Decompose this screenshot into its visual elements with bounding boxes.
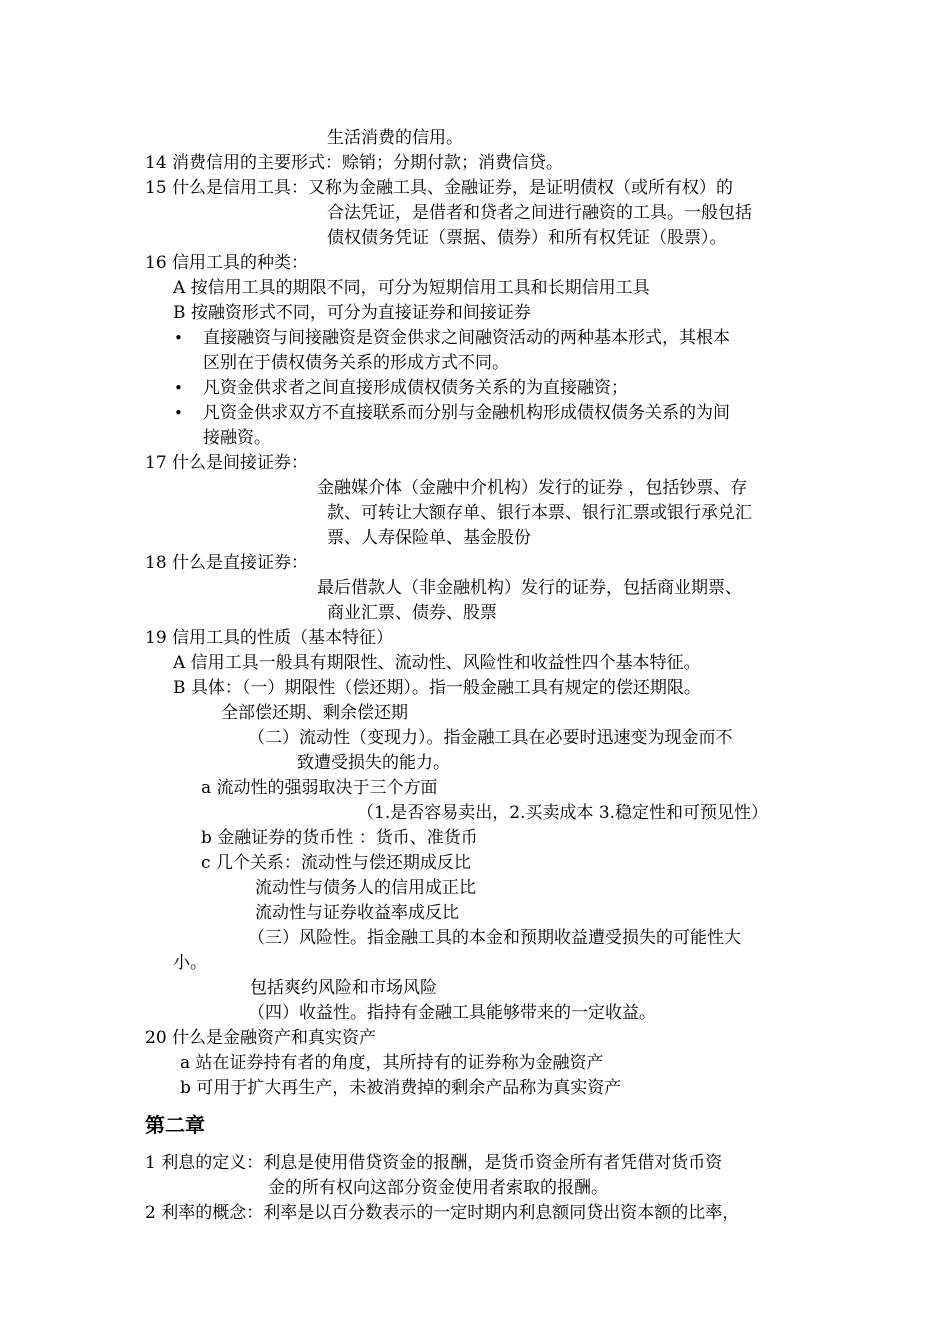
ch2-item-2-line1: 2 利率的概念：利率是以百分数表示的一定时期内利息额同贷出资本额的比率， <box>145 1203 740 1223</box>
item-18-line1: 最后借款人（非金融机构）发行的证券，包括商业期票、 <box>317 578 742 598</box>
item-19-two-c3: 流动性与证券收益率成反比 <box>255 903 459 923</box>
ch2-item-1-line1: 1 利息的定义：利息是使用借贷资金的报酬，是货币资金所有者凭借对货币资 <box>145 1153 723 1173</box>
item-19-a: A 信用工具一般具有期限性、流动性、风险性和收益性四个基本特征。 <box>173 653 701 673</box>
item-19-two-c: c 几个关系：流动性与偿还期成反比 <box>201 853 471 873</box>
item-13-tail: 生活消费的信用。 <box>327 128 463 148</box>
item-19-b: B 具体：（一）期限性（偿还期）。指一般金融工具有规定的偿还期限。 <box>173 678 701 698</box>
chapter-2-heading: 第二章 <box>145 1113 205 1137</box>
item-16-b: B 按融资形式不同，可分为直接证券和间接证券 <box>173 303 531 323</box>
bullet-mark: • <box>174 379 183 397</box>
item-16-a: A 按信用工具的期限不同，可分为短期信用工具和长期信用工具 <box>173 278 650 298</box>
item-19-two-a: a 流动性的强弱取决于三个方面 <box>201 778 438 798</box>
item-20-a: a 站在证券持有者的角度，其所持有的证券称为金融资产 <box>180 1053 604 1073</box>
item-14: 14 消费信用的主要形式：赊销；分期付款；消费信贷。 <box>145 153 564 173</box>
item-20-b: b 可用于扩大再生产，未被消费掉的剩余产品称为真实资产 <box>180 1078 622 1098</box>
item-19-two-a-sub: （1.是否容易卖出，2.买卖成本 3.稳定性和可预见性） <box>357 803 769 823</box>
item-19-three-line2: 小。 <box>173 953 207 973</box>
item-17: 17 什么是间接证券： <box>145 453 309 473</box>
bullet-mark: • <box>174 329 183 347</box>
bullet-mark: • <box>174 404 183 422</box>
item-19-three-sub: 包括爽约风险和市场风险 <box>250 978 437 998</box>
item-16-bullet2: 凡资金供求者之间直接形成债权债务关系的为直接融资； <box>203 378 628 398</box>
item-20: 20 什么是金融资产和真实资产 <box>145 1028 377 1048</box>
item-16-bullet1-line1: 直接融资与间接融资是资金供求之间融资活动的两种基本形式，其根本 <box>203 328 730 348</box>
item-19-two-line1: （二）流动性（变现力）。指金融工具在必要时迅速变为现金而不 <box>248 728 733 748</box>
item-18-line2: 商业汇票、债券、股票 <box>327 603 497 623</box>
item-17-line2: 款、可转让大额存单、银行本票、银行汇票或银行承兑汇 <box>327 503 752 523</box>
item-15-line3: 债权债务凭证（票据、债券）和所有权凭证（股票）。 <box>327 228 727 248</box>
item-19-four: （四）收益性。指持有金融工具能够带来的一定收益。 <box>248 1003 656 1023</box>
item-16-bullet3-line1: 凡资金供求双方不直接联系而分别与金融机构形成债权债务关系的为间 <box>203 403 730 423</box>
item-19-three-line1: （三）风险性。指金融工具的本金和预期收益遭受损失的可能性大 <box>248 928 741 948</box>
item-19-two-c2: 流动性与债务人的信用成正比 <box>255 878 476 898</box>
item-16: 16 信用工具的种类： <box>145 253 309 273</box>
item-16-bullet1-line2: 区别在于债权债务关系的形成方式不同。 <box>203 353 509 373</box>
item-17-line1: 金融媒介体（金融中介机构）发行的证券 ，包括钞票、存 <box>317 478 748 498</box>
item-18: 18 什么是直接证券： <box>145 553 309 573</box>
item-19-two-b: b 金融证券的货币性 ：货币、准货币 <box>201 828 478 848</box>
item-16-bullet3-line2: 接融资。 <box>203 428 271 448</box>
item-15-line2: 合法凭证，是借者和贷者之间进行融资的工具。一般包括 <box>327 203 752 223</box>
item-15-line1: 15 什么是信用工具：又称为金融工具、金融证券，是证明债权（或所有权）的 <box>145 178 734 198</box>
ch2-item-1-line2: 金的所有权向这部分资金使用者索取的报酬。 <box>268 1178 608 1198</box>
item-17-line3: 票、人寿保险单、基金股份 <box>327 528 531 548</box>
item-19: 19 信用工具的性质（基本特征） <box>145 628 394 648</box>
item-19-two-line2: 致遭受损失的能力。 <box>297 753 450 773</box>
item-19-b-sub: 全部偿还期、剩余偿还期 <box>221 703 408 723</box>
